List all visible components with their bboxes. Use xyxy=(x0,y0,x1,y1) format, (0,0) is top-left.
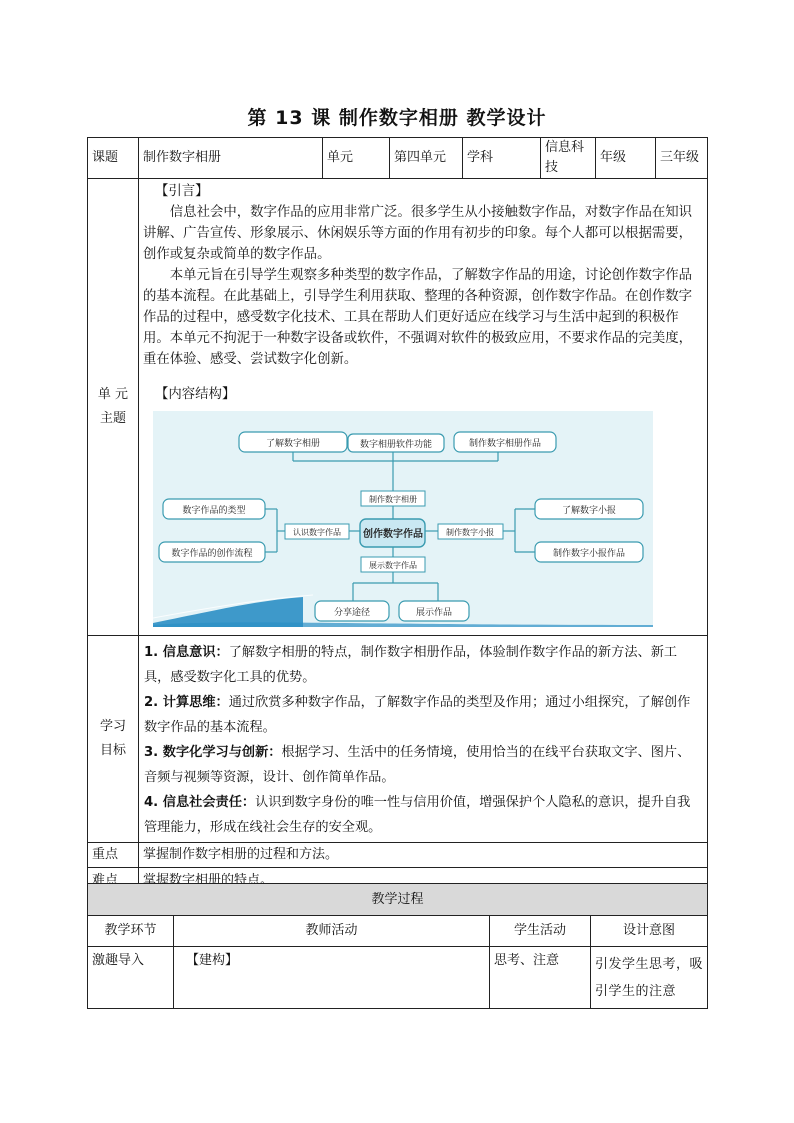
node-top-connector-label: 制作数字相册 xyxy=(369,495,417,504)
row1-teacher: 【建构】 xyxy=(174,947,490,1009)
node-top-connector xyxy=(361,491,425,506)
col-student-header: 学生活动 xyxy=(490,916,591,947)
process-header: 教学过程 xyxy=(88,884,708,916)
node-right2 xyxy=(535,542,643,562)
topic-value: 制作数字相册 xyxy=(139,138,323,179)
objective-item xyxy=(144,640,702,690)
node-bottom-connector xyxy=(361,557,425,572)
objective-key: 4. 信息社会责任： xyxy=(144,795,256,810)
node-right-connector xyxy=(438,524,503,539)
node-left2 xyxy=(159,542,265,562)
objectives-label-line2: 目标 xyxy=(99,743,126,758)
node-top1-label: 了解数字相册 xyxy=(265,439,321,449)
node-right1 xyxy=(535,499,643,519)
unit-value: 第四单元 xyxy=(390,138,463,179)
grade-value: 三年级 xyxy=(656,138,708,179)
objective-text: 根据学习、生活中的任务情境，使用恰当的在线平台获取文字、图片、音频与视频等资源，设计、创作简单作品。 xyxy=(144,745,691,785)
node-center xyxy=(360,519,425,547)
objective-key: 3. 数字化学习与创新： xyxy=(144,745,282,760)
key-point-row xyxy=(88,843,708,868)
objectives-row xyxy=(88,636,708,843)
objective-item xyxy=(144,790,702,840)
objective-text: 通过欣赏多种数字作品，了解数字作品的类型及作用；通过小组探究，了解创作数字作品的基本流程。 xyxy=(144,695,691,735)
objectives-label xyxy=(88,636,139,843)
node-bottom2 xyxy=(399,601,469,621)
node-top1 xyxy=(239,432,347,452)
row1-student: 思考、注意 xyxy=(490,947,591,1009)
intro-paragraph-1: 信息社会中，数字作品的应用非常广泛。很多学生从小接触数字作品，对数字作品在知识讲解、广告宣传、形象展示、休闲娱乐等方面的作用有初步的印象。每个人都可以根据需要，创作或复杂或简单的数字作品。 xyxy=(143,205,693,262)
subject-label: 学科 xyxy=(463,138,541,179)
objectives-label-line1: 学习 xyxy=(99,719,126,734)
difficulty-label: 难点 xyxy=(88,868,139,895)
node-top3 xyxy=(454,432,556,452)
objective-item xyxy=(144,690,702,740)
objective-key: 1. 信息意识： xyxy=(144,645,229,660)
subject-value: 信息科技 xyxy=(541,138,596,179)
structure-heading: 【内容结构】 xyxy=(155,387,236,402)
node-center-label: 创作数字作品 xyxy=(363,529,423,540)
objective-key: 2. 计算思维： xyxy=(144,695,229,710)
node-top2 xyxy=(348,434,444,452)
content-structure-diagram xyxy=(153,411,653,627)
node-left1 xyxy=(163,499,265,519)
lesson-table xyxy=(87,137,708,895)
node-left-connector xyxy=(285,524,349,539)
document-title: 第 13 课 制作数字相册 教学设计 xyxy=(247,107,547,129)
unit-theme-row xyxy=(88,179,708,636)
objective-text: 了解数字相册的特点，制作数字相册作品，体验制作数字作品的新方法、新工具，感受数字化工具的优势。 xyxy=(144,645,678,685)
node-top3-label: 制作数字相册作品 xyxy=(468,439,542,449)
info-row xyxy=(88,138,708,179)
intro-heading: 【引言】 xyxy=(155,184,209,199)
key-point-text: 掌握制作数字相册的过程和方法。 xyxy=(139,843,708,868)
unit-theme-label xyxy=(88,179,139,636)
node-top2-label: 数字相册软件功能 xyxy=(359,440,433,450)
unit-theme-label-line2: 主题 xyxy=(99,411,126,426)
process-header-row xyxy=(88,884,708,916)
grade-label: 年级 xyxy=(596,138,656,179)
process-table xyxy=(87,883,708,1009)
node-bottom-connector-label: 展示数字作品 xyxy=(369,561,417,570)
process-columns-row xyxy=(88,916,708,947)
row1-intent: 引发学生思考，吸引学生的注意 xyxy=(591,947,708,1009)
col-stage-header: 教学环节 xyxy=(88,916,174,947)
node-left-connector-label: 认识数字作品 xyxy=(293,528,341,537)
difficulty-text: 掌握数字相册的特点。 xyxy=(139,868,708,895)
intro-paragraph-2: 本单元旨在引导学生观察多种类型的数字作品，了解数字作品的用途，讨论创作数字作品的基本流程。在此基础上，引导学生利用获取、整理的各种资源，创作数字作品。在创作数字作品的过程中，感受数字化技术、工具在帮助人们更好适应在线学习与生活中起到的积极作用。本单元不拘泥于一种数字设备或软件，不强调对软件的极致应用，不要求作品的完美度，重在体验、感受、尝试数字化创新。 xyxy=(143,268,693,367)
node-left2-label: 数字作品的创作流程 xyxy=(171,549,253,559)
col-intent-header: 设计意图 xyxy=(591,916,708,947)
row1-stage: 激趣导入 xyxy=(88,947,174,1009)
objective-item xyxy=(144,740,702,790)
unit-label: 单元 xyxy=(323,138,390,179)
node-bottom2-label: 展示作品 xyxy=(415,608,453,618)
unit-theme-content xyxy=(139,179,708,636)
node-bottom1-label: 分享途径 xyxy=(333,608,371,618)
col-teacher-header: 教师活动 xyxy=(174,916,490,947)
objective-text: 认识到数字身份的唯一性与信用价值，增强保护个人隐私的意识，提升自我管理能力，形成在线社会生存的安全观。 xyxy=(144,795,691,835)
process-row xyxy=(88,947,708,1009)
node-left1-label: 数字作品的类型 xyxy=(182,506,246,516)
node-right2-label: 制作数字小报作品 xyxy=(552,549,626,559)
node-right1-label: 了解数字小报 xyxy=(561,506,617,516)
topic-label: 课题 xyxy=(88,138,139,179)
unit-theme-label-line1: 单 元 xyxy=(97,387,129,402)
objectives-content xyxy=(139,636,708,843)
node-right-connector-label: 制作数字小报 xyxy=(446,528,494,537)
node-bottom1 xyxy=(315,601,389,621)
key-point-label: 重点 xyxy=(88,843,139,868)
